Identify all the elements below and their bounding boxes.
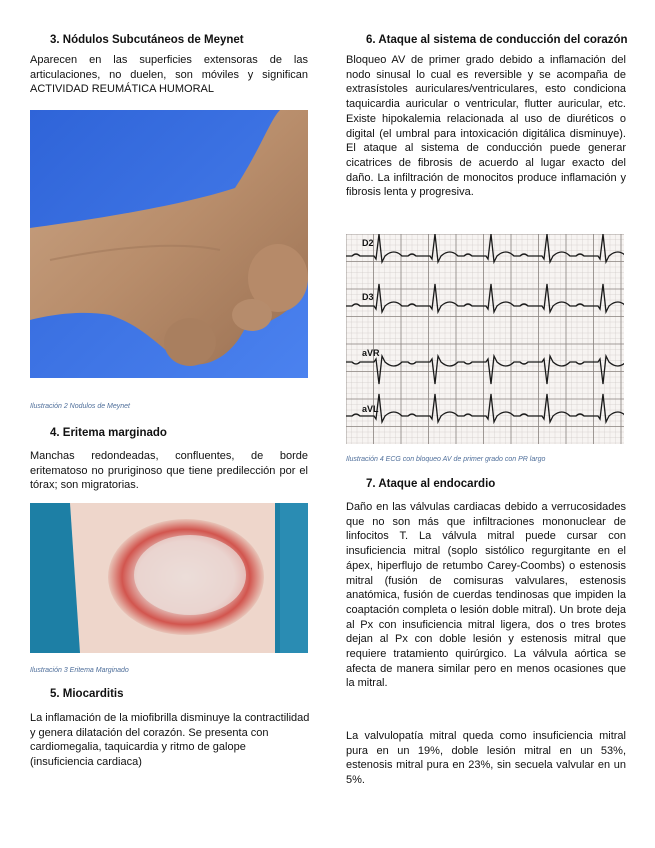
ecg-strip-figure bbox=[346, 234, 624, 444]
ecg-tracing bbox=[346, 234, 624, 444]
section-7-body: Daño en las válvulas cardiacas debido a verrucosidades que no son más que infiltraciones mononuclear de linfocitos T. La válvula mitral puede cursar con insuficiencia mitral (soplo sistólico regurgitante en el ápex, hiperflujo de retumbo Carey-Coombs) o estenosis mitral (fusión de comisuras valvulares, estenosis anatómica, fusión de cuerdas tendinosas que impiden la coaptación completa o lesión doble mitral). Un brote deja al Px con insuficiencia mitral ligera, dos o tres brotes dejan al Px con doble lesión y estenosis mitral que requiere tratamiento quirúrgico. La válvula aórtica se afecta de manera similar pero en menos ocasiones que la mitral. bbox=[346, 501, 626, 690]
section-7-heading: 7. Ataque al endocardio bbox=[366, 478, 496, 490]
section-5-body: La inflamación de la miofibrilla disminuye la contractilidad y genera dilatación del corazón. Se presenta con cardiomegalia, taquicardia y ritmo de galope (insuficiencia cardiaca) bbox=[30, 712, 310, 769]
meynet-nodules-photo bbox=[30, 110, 308, 378]
ecg-trace-avl bbox=[346, 394, 624, 422]
ecg-trace-avr bbox=[346, 356, 624, 384]
ecg-trace-d2 bbox=[346, 234, 624, 262]
ecg-lead-label-avr: aVR bbox=[362, 348, 380, 358]
section-7-body-2: La valvulopatía mitral queda como insuficiencia mitral pura en un 19%, doble lesión mitral en un 53%, estenosis mitral pura en 23%, sin secuela valvular en un 5%. bbox=[346, 730, 626, 787]
figure-3-caption: Ilustración 3 Eritema Marginado bbox=[30, 667, 129, 674]
section-4-body: Manchas redondeadas, confluentes, de borde eritematoso no pruriginoso que tiene predilección por el tórax; son migratorias. bbox=[30, 450, 308, 492]
erythema-illustration bbox=[30, 503, 308, 653]
figure-4-caption: Ilustración 4 ECG con bloqueo AV de primer grado con PR largo bbox=[346, 456, 546, 463]
section-6-body: Bloqueo AV de primer grado debido a inflamación del nodo sinusal lo cual es reversible y se acompaña de extrasístoles auriculares/ventriculares, esto condiciona taquicardia auricular o ventricular, flutter auricular, etc. Existe hipokalemia relacionada al uso de diuréticos o digital (el umbral para intoxicación digitálica disminuye). El ataque al sistema de conducción puede generar cicatrices de fibrosis de acuerdo al lugar exacto del daño. La infiltración de monocitos produce inflamación y fibrosis lenta y progresiva. bbox=[346, 54, 626, 199]
elbow-nodules-illustration bbox=[30, 110, 308, 378]
ecg-lead-label-d2: D2 bbox=[362, 238, 374, 248]
ecg-lead-label-d3: D3 bbox=[362, 292, 374, 302]
section-6-heading: 6. Ataque al sistema de conducción del corazón bbox=[366, 34, 628, 46]
section-4-heading: 4. Eritema marginado bbox=[50, 427, 167, 439]
section-5-heading: 5. Miocarditis bbox=[50, 688, 124, 700]
ecg-trace-d3 bbox=[346, 284, 624, 312]
erythema-marginatum-photo bbox=[30, 503, 308, 653]
ecg-lead-label-avl: aVL bbox=[362, 404, 379, 414]
section-3-body: Aparecen en las superficies extensoras de las articulaciones, no duelen, son móviles y significan ACTIVIDAD REUMÁTICA HUMORAL bbox=[30, 54, 308, 96]
figure-2-caption: Ilustración 2 Nodulos de Meynet bbox=[30, 403, 130, 410]
section-3-heading: 3. Nódulos Subcutáneos de Meynet bbox=[50, 34, 244, 46]
